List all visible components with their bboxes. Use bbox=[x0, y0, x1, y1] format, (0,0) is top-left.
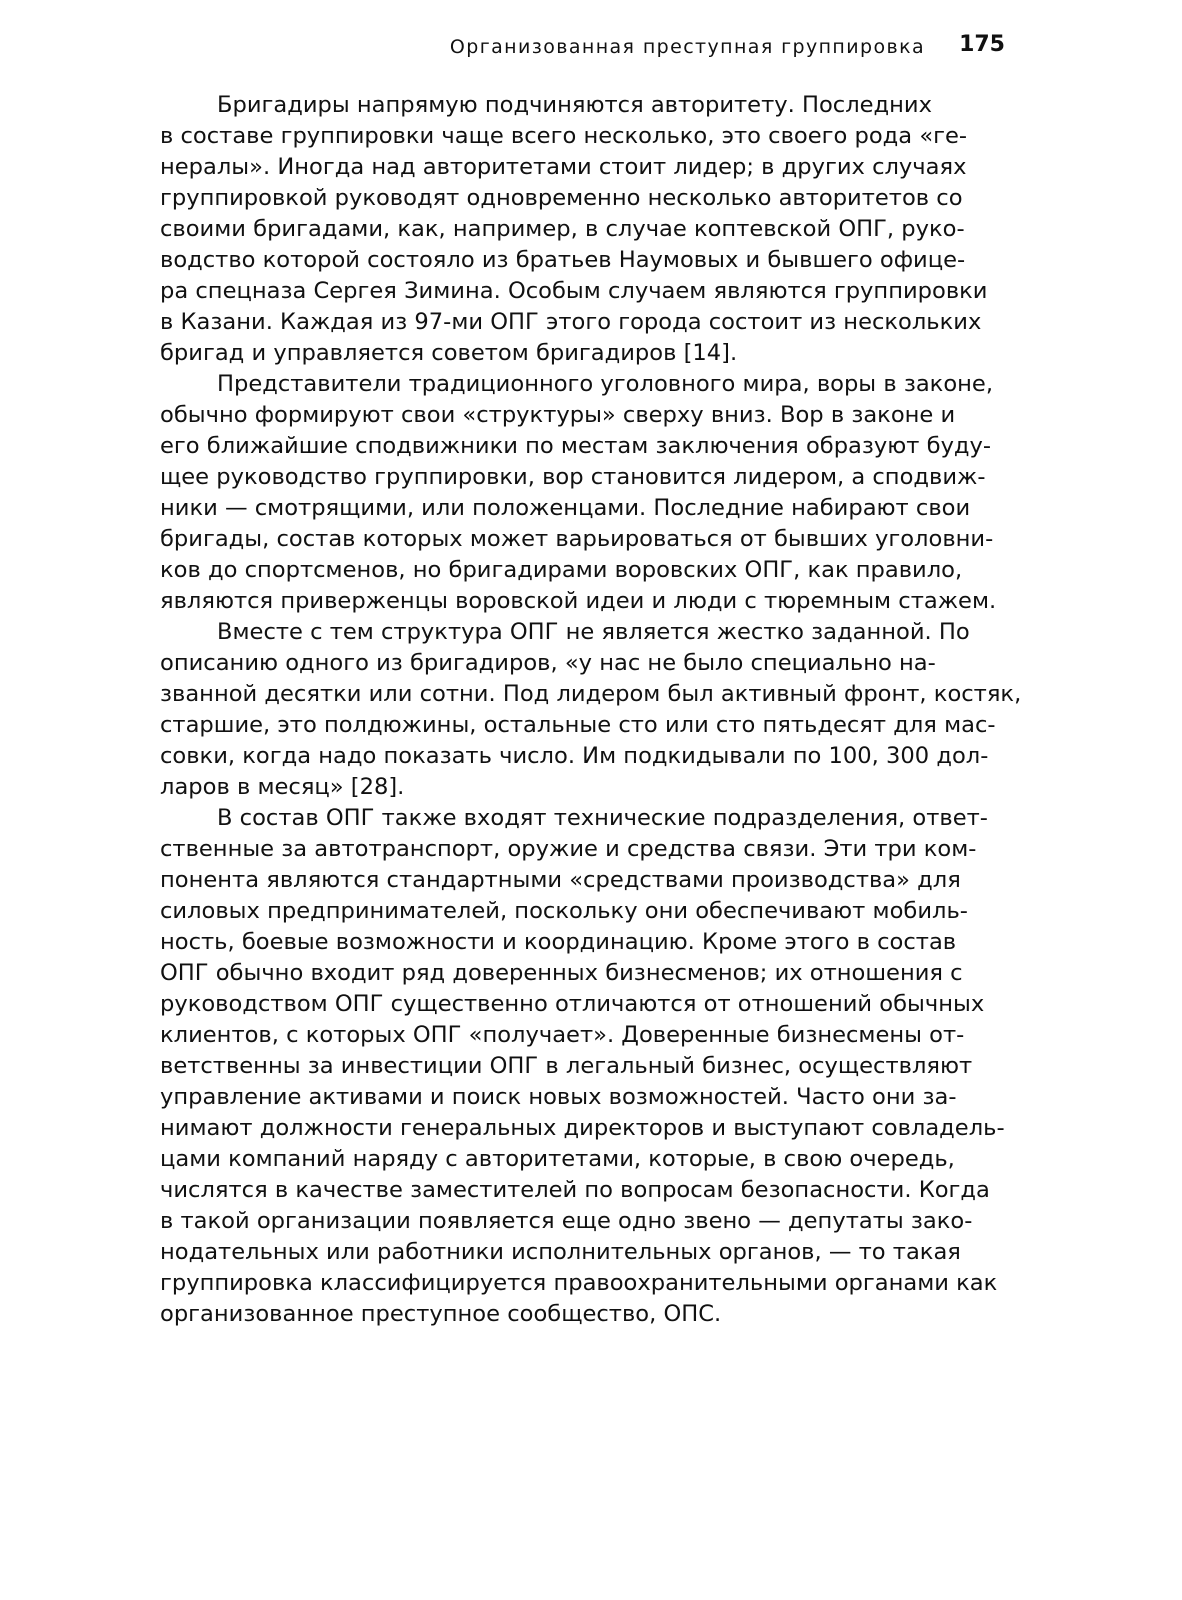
text-line: в составе группировки чаще всего несколько, это своего рода «ге- bbox=[160, 123, 968, 149]
text-line: ники — смотрящими, или положенцами. Последние набирают свои bbox=[160, 495, 971, 521]
text-line: совки, когда надо показать число. Им подкидывали по 100, 300 дол- bbox=[160, 743, 989, 769]
text-line: описанию одного из бригадиров, «у нас не было специально на- bbox=[160, 650, 936, 676]
text-line: щее руководство группировки, вор становится лидером, а сподвиж- bbox=[160, 464, 986, 490]
text-line: ОПГ обычно входит ряд доверенных бизнесменов; их отношения с bbox=[160, 960, 963, 986]
text-line: Представители традиционного уголовного мира, воры в законе, bbox=[217, 371, 994, 397]
text-line: ра спецназа Сергея Зимина. Особым случаем являются группировки bbox=[160, 278, 988, 304]
text-line: группировка классифицируется правоохранительными органами как bbox=[160, 1270, 998, 1296]
text-line: его ближайшие сподвижники по местам заключения образуют буду- bbox=[160, 433, 992, 459]
text-line: ларов в месяц» [28]. bbox=[160, 774, 405, 800]
paragraph-4 bbox=[160, 803, 1005, 1330]
paragraph-1 bbox=[160, 90, 988, 369]
text-line: нодательных или работники исполнительных органов, — то такая bbox=[160, 1239, 961, 1265]
text-line: в такой организации появляется еще одно звено — депутаты зако- bbox=[160, 1208, 973, 1234]
text-line: В состав ОПГ также входят технические подразделения, ответ- bbox=[217, 805, 988, 831]
text-line: бригады, состав которых может варьироваться от бывших уголовни- bbox=[160, 526, 994, 552]
text-line: числятся в качестве заместителей по вопросам безопасности. Когда bbox=[160, 1177, 990, 1203]
running-header bbox=[160, 30, 1005, 64]
text-line: ственные за автотранспорт, оружие и средства связи. Эти три ком- bbox=[160, 836, 977, 862]
text-line: являются приверженцы воровской идеи и люди с тюремным стажем. bbox=[160, 588, 997, 614]
text-line: в Казани. Каждая из 97-ми ОПГ этого города состоит из нескольких bbox=[160, 309, 982, 335]
text-line: ность, боевые возможности и координацию. Кроме этого в состав bbox=[160, 929, 957, 955]
text-line: организованное преступное сообщество, ОПС. bbox=[160, 1301, 722, 1327]
text-line: Бригадиры напрямую подчиняются авторитету. Последних bbox=[217, 92, 932, 118]
text-line: своими бригадами, как, например, в случае коптевской ОПГ, руко- bbox=[160, 216, 965, 242]
text-line: группировкой руководят одновременно несколько авторитетов со bbox=[160, 185, 963, 211]
text-line: силовых предпринимателей, поскольку они обеспечивают мобиль- bbox=[160, 898, 968, 924]
paragraph-2 bbox=[160, 369, 997, 617]
running-title: Организованная преступная группировка bbox=[449, 36, 925, 58]
text-line: обычно формируют свои «структуры» сверху вниз. Вор в законе и bbox=[160, 402, 956, 428]
text-line: старшие, это полдюжины, остальные сто или сто пятьдесят для мас- bbox=[160, 712, 996, 738]
text-line: нимают должности генеральных директоров и выступают совладель- bbox=[160, 1115, 1005, 1141]
text-line: понента являются стандартными «средствами производства» для bbox=[160, 867, 961, 893]
text-line: цами компаний наряду с авторитетами, которые, в свою очередь, bbox=[160, 1146, 955, 1172]
paragraph-3 bbox=[160, 617, 1022, 803]
text-line: управление активами и поиск новых возможностей. Часто они за- bbox=[160, 1084, 957, 1110]
text-line: Вместе с тем структура ОПГ не является жестко заданной. По bbox=[217, 619, 970, 645]
text-line: руководством ОПГ существенно отличаются от отношений обычных bbox=[160, 991, 985, 1017]
text-line: ков до спортсменов, но бригадирами воровских ОПГ, как правило, bbox=[160, 557, 963, 583]
text-line: бригад и управляется советом бригадиров [14]. bbox=[160, 340, 738, 366]
text-line: званной десятки или сотни. Под лидером был активный фронт, костяк, bbox=[160, 681, 1022, 707]
text-line: ветственны за инвестиции ОПГ в легальный бизнес, осуществляют bbox=[160, 1053, 973, 1079]
body-text bbox=[160, 90, 1022, 1330]
text-line: нералы». Иногда над авторитетами стоит лидер; в других случаях bbox=[160, 154, 967, 180]
text-line: клиентов, с которых ОПГ «получает». Доверенные бизнесмены от- bbox=[160, 1022, 965, 1048]
text-line: водство которой состояло из братьев Наумовых и бывшего офице- bbox=[160, 247, 966, 273]
page-number: 175 bbox=[959, 32, 1005, 57]
